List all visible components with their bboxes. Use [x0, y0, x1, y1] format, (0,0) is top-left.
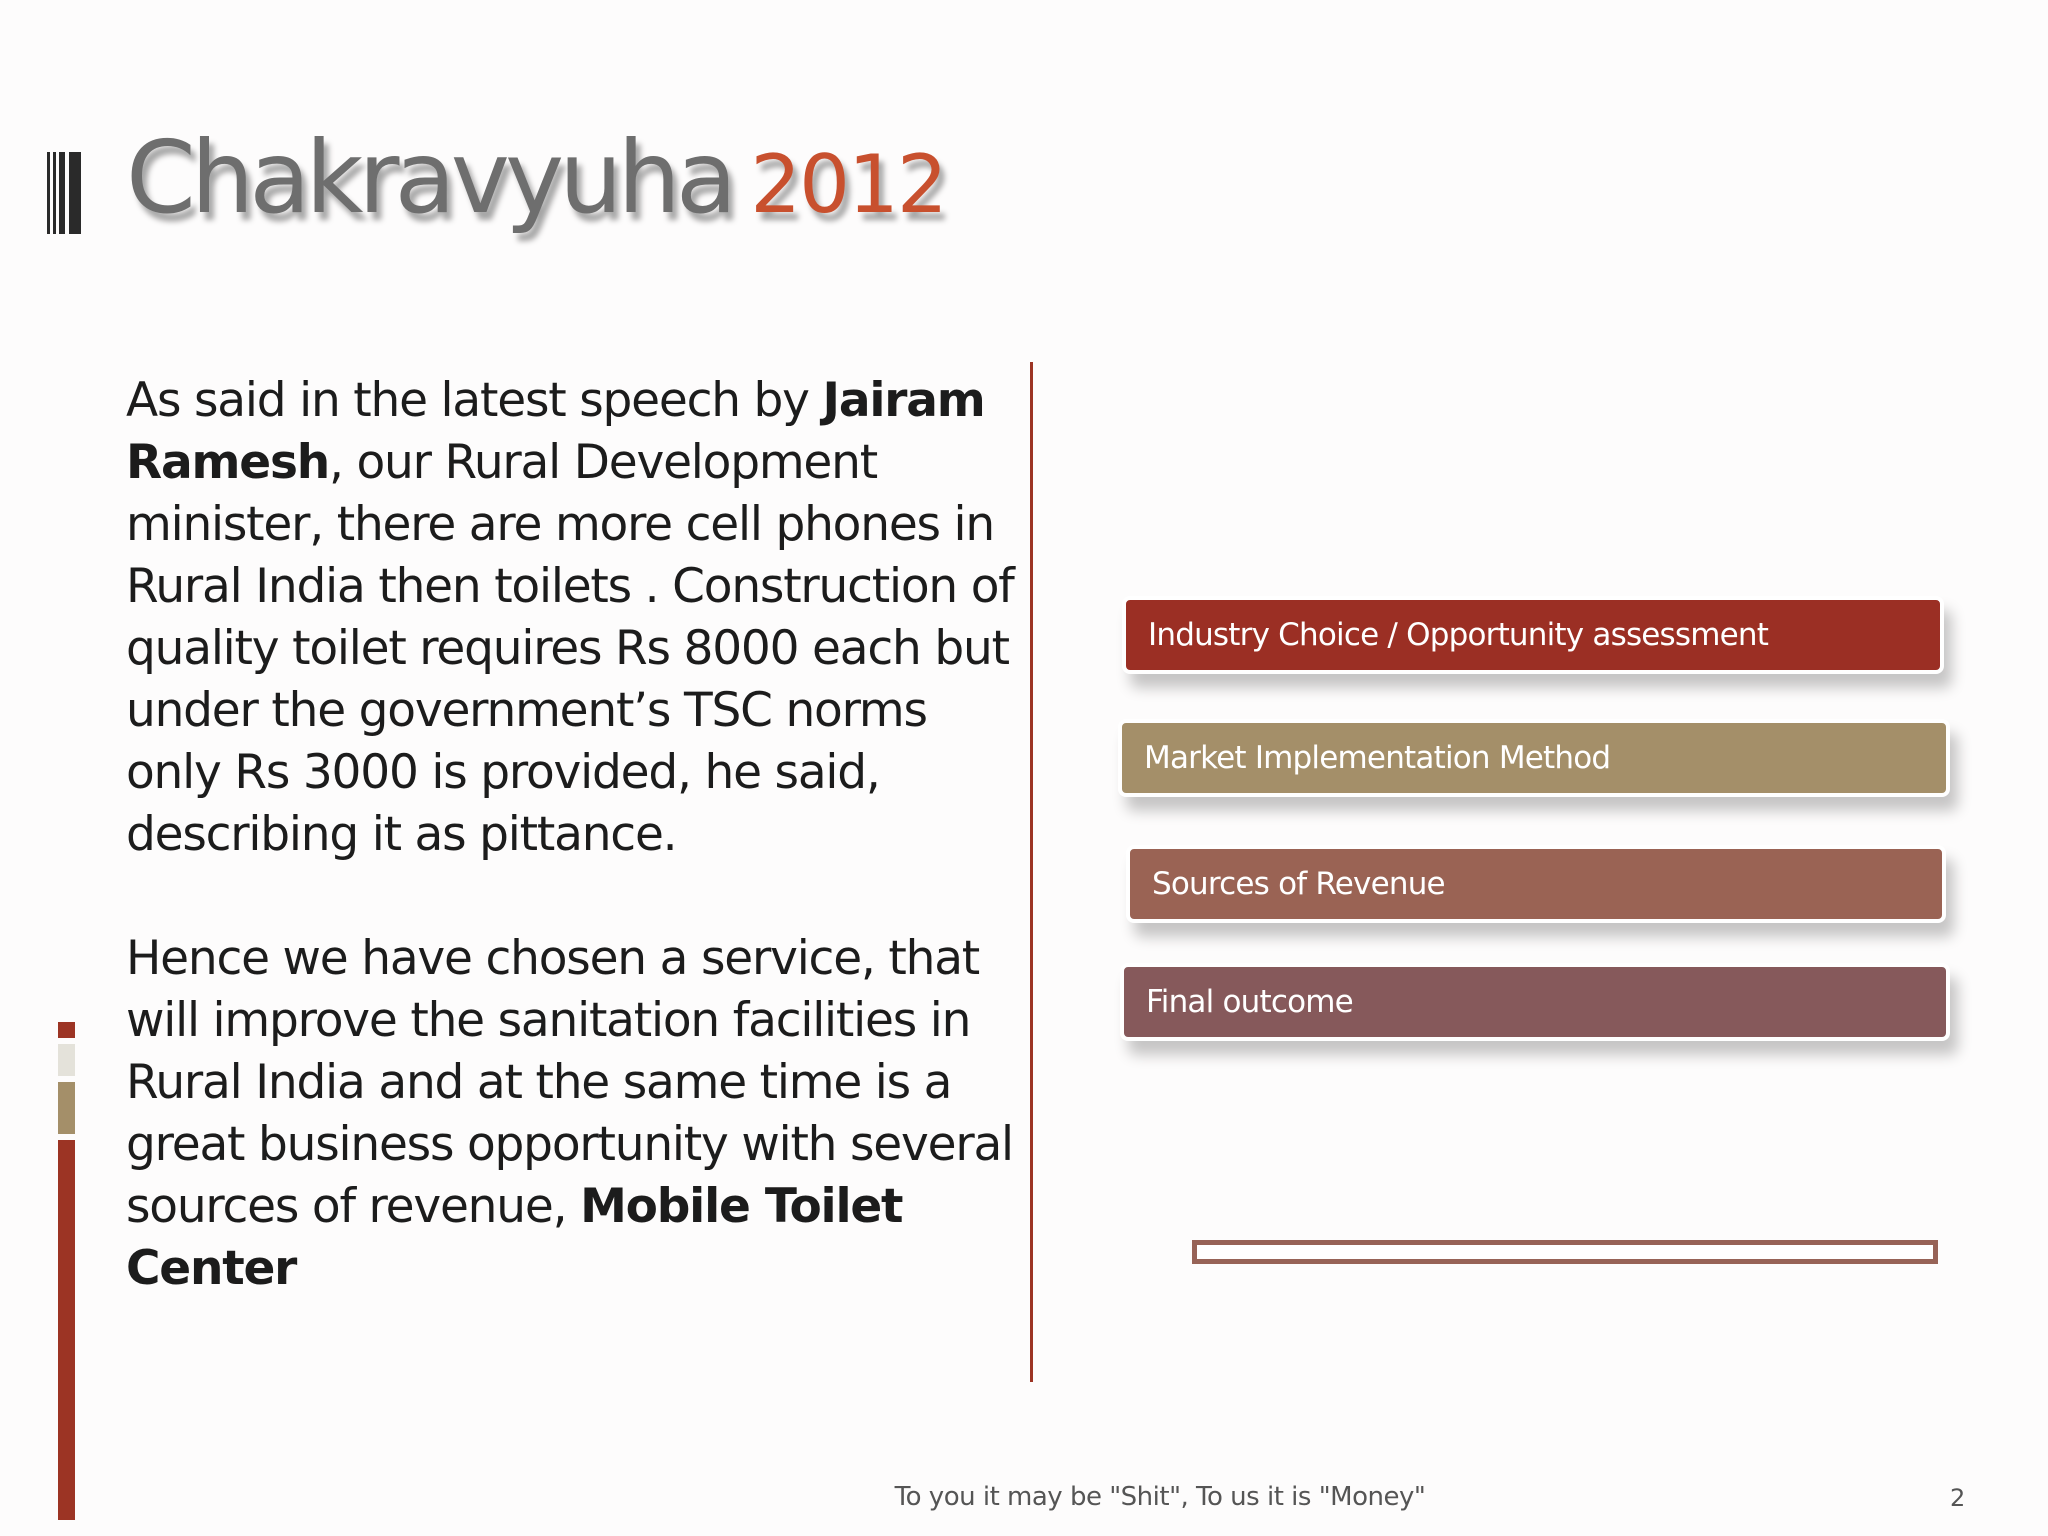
slide-title: [126, 119, 946, 236]
minister-name: Jairam Ramesh: [126, 373, 985, 490]
title-year: 2012: [750, 138, 946, 231]
outline-bar: [1192, 1240, 1938, 1264]
step-sources-of-revenue[interactable]: Sources of Revenue: [1126, 845, 1946, 923]
footer-text: To you it may be "Shit", To us it is "Money": [894, 1482, 1426, 1512]
service-name: Mobile Toilet Center: [126, 1179, 903, 1296]
body-text: [126, 370, 1016, 1300]
service-text: Hence we have chosen a service, that will improve the sanitation facilities in Rural India and at the same time is a great business opportunity with several sources of revenue,: [126, 931, 1013, 1234]
vertical-divider: [1030, 362, 1033, 1382]
intro-text: As said in the latest speech by: [126, 373, 823, 428]
step-market-implementation[interactable]: Market Implementation Method: [1118, 719, 1950, 797]
step-final-outcome[interactable]: Final outcome: [1120, 963, 1950, 1041]
intro-text-rest: , our Rural Development minister, there are more cell phones in Rural India then toilets . Construction of quality toilet requires Rs 8000 each but under the government’s TSC norms only Rs 3000 is provided, he said, describing it as pittance.: [126, 435, 1014, 862]
title-bar-decoration: [47, 152, 83, 234]
paragraph-service: [126, 928, 1016, 1300]
step-industry-choice[interactable]: Industry Choice / Opportunity assessment: [1122, 596, 1944, 674]
page-number: 2: [1950, 1484, 1966, 1512]
paragraph-intro: [126, 370, 1016, 866]
title-text: Chakravyuha: [126, 119, 733, 236]
